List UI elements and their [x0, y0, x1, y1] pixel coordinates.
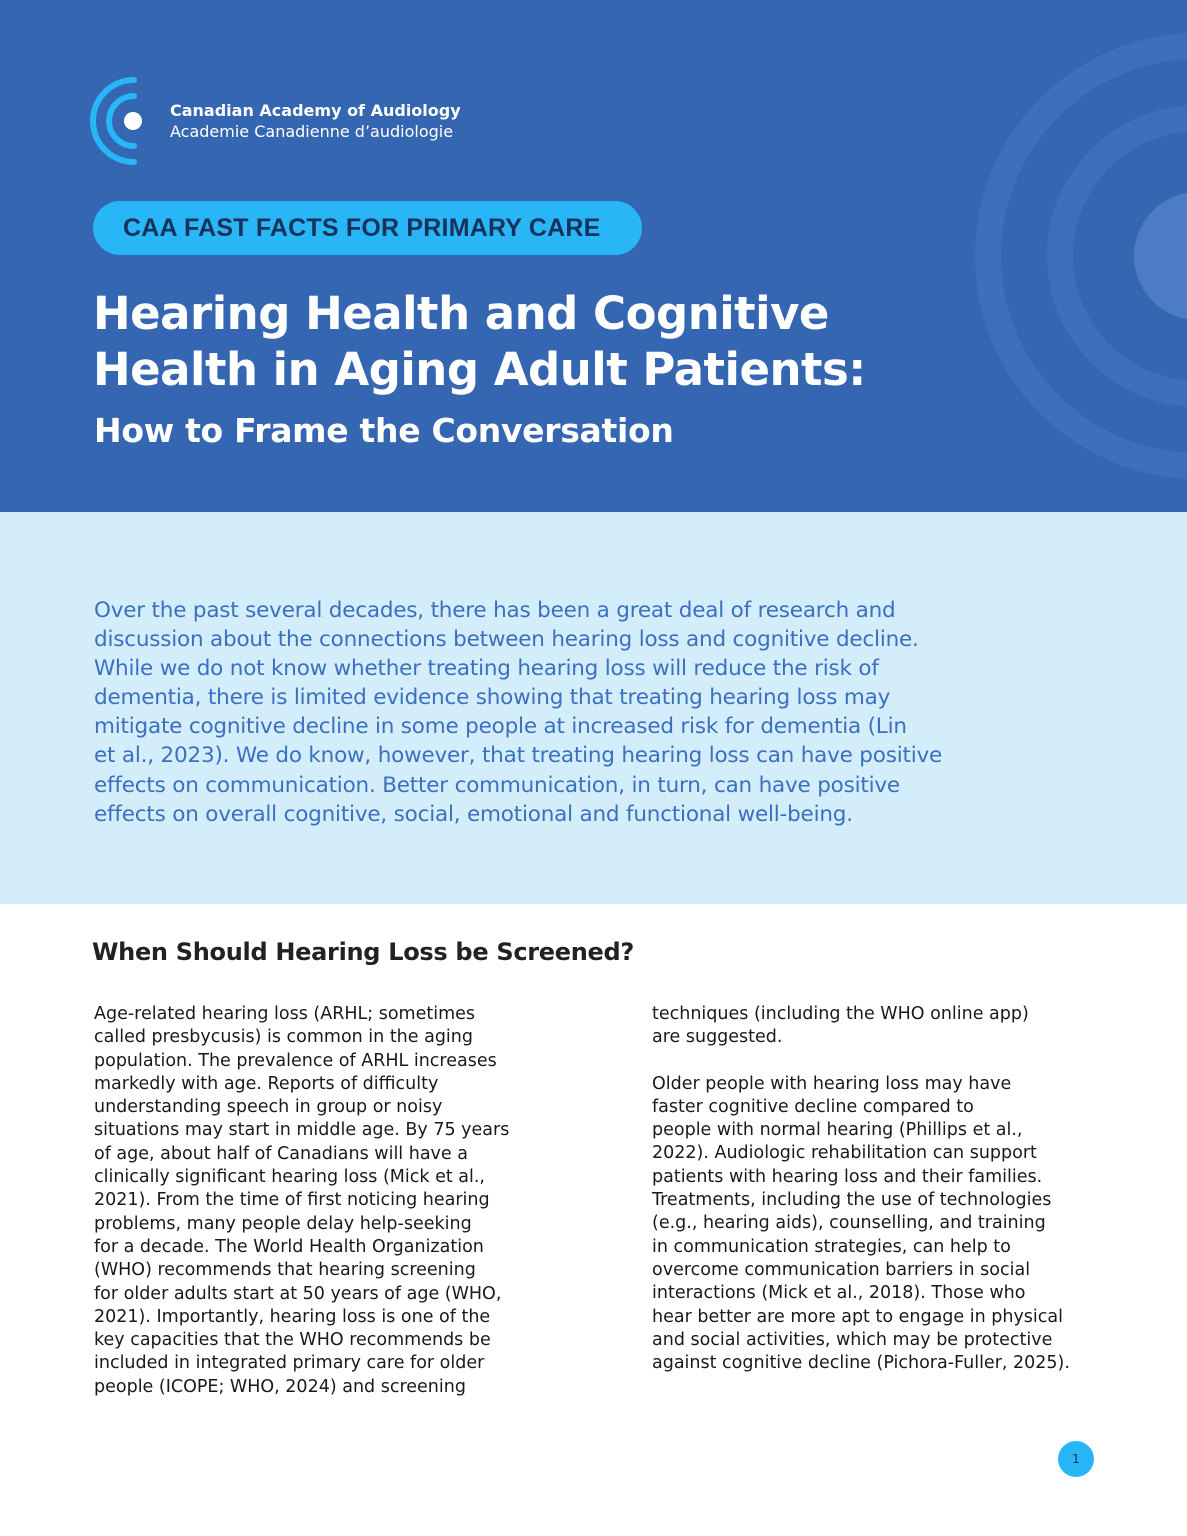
- organization-name: [170, 100, 461, 142]
- text-line: While we do not know whether treating hearing loss will reduce the risk of: [94, 656, 879, 682]
- text-line: interactions (Mick et al., 2018). Those who: [652, 1283, 1026, 1304]
- left-column: [94, 1003, 544, 1399]
- text-line: discussion about the connections between hearing loss and cognitive decline.: [94, 627, 919, 653]
- text-line: and social activities, which may be protective: [652, 1329, 1053, 1350]
- text-line: people with normal hearing (Phillips et al.,: [652, 1120, 1023, 1141]
- text-line: problems, many people delay help-seeking: [94, 1213, 472, 1234]
- text-line: effects on overall cognitive, social, emotional and functional well-being.: [94, 801, 853, 827]
- text-line: hear better are more apt to engage in physical: [652, 1306, 1063, 1327]
- header-banner: [0, 0, 1187, 512]
- page-number-badge: 1: [1058, 1441, 1094, 1477]
- caa-logo-icon: [86, 74, 150, 168]
- text-line: against cognitive decline (Pichora-Fuller, 2025).: [652, 1353, 1070, 1374]
- title-line: Hearing Health and Cognitive: [93, 287, 829, 340]
- text-line: situations may start in middle age. By 75 years: [94, 1120, 510, 1141]
- org-name-english: Canadian Academy of Audiology: [170, 101, 461, 120]
- text-line: effects on communication. Better communication, in turn, can have positive: [94, 772, 900, 798]
- text-line: for a decade. The World Health Organization: [94, 1236, 484, 1257]
- text-line: 2022). Audiologic rehabilitation can support: [652, 1143, 1037, 1164]
- text-line: 2021). From the time of first noticing hearing: [94, 1190, 490, 1211]
- title-line: Health in Aging Adult Patients:: [93, 343, 866, 396]
- text-line: (e.g., hearing aids), counselling, and training: [652, 1213, 1046, 1234]
- text-line: are suggested.: [652, 1027, 783, 1048]
- text-line: patients with hearing loss and their families.: [652, 1166, 1043, 1187]
- page-title: [93, 286, 993, 398]
- text-line: Treatments, including the use of technologies: [652, 1190, 1052, 1211]
- text-line: population. The prevalence of ARHL increases: [94, 1050, 497, 1071]
- text-line: understanding speech in group or noisy: [94, 1097, 443, 1118]
- text-line: clinically significant hearing loss (Mick et al.,: [94, 1167, 485, 1188]
- text-line: 2021). Importantly, hearing loss is one of the: [94, 1306, 491, 1327]
- text-line: (WHO) recommends that hearing screening: [94, 1260, 476, 1281]
- text-line: Older people with hearing loss may have: [652, 1073, 1012, 1094]
- section-heading: When Should Hearing Loss be Screened?: [92, 938, 635, 966]
- text-line: techniques (including the WHO online app): [652, 1004, 1029, 1024]
- text-line: for older adults start at 50 years of age (WHO,: [94, 1283, 502, 1304]
- org-name-french: Academie Canadienne d’audiologie: [170, 122, 454, 141]
- text-line: markedly with age. Reports of difficulty: [94, 1073, 439, 1094]
- text-line: mitigate cognitive decline in some people at increased risk for dementia (Lin: [94, 714, 907, 740]
- text-line: called presbycusis) is common in the aging: [94, 1027, 473, 1048]
- right-paragraph-2: [652, 1073, 1102, 1376]
- text-line: in communication strategies, can help to: [652, 1236, 1011, 1257]
- text-line: key capacities that the WHO recommends be: [94, 1330, 491, 1351]
- text-line: included in integrated primary care for older: [94, 1353, 485, 1374]
- text-line: of age, about half of Canadians will have a: [94, 1143, 468, 1164]
- right-column: [652, 1003, 1102, 1375]
- text-line: faster cognitive decline compared to: [652, 1096, 974, 1117]
- series-badge: CAA FAST FACTS FOR PRIMARY CARE: [93, 201, 642, 255]
- text-line: overcome communication barriers in social: [652, 1259, 1031, 1280]
- left-paragraph: [94, 1003, 544, 1399]
- text-line: people (ICOPE; WHO, 2024) and screening: [94, 1376, 466, 1397]
- text-line: Over the past several decades, there has been a great deal of research and: [94, 598, 896, 623]
- text-line: Age-related hearing loss (ARHL; sometimes: [94, 1004, 476, 1024]
- intro-paragraph: [94, 596, 1054, 829]
- page-subtitle: How to Frame the Conversation: [94, 411, 674, 450]
- text-line: dementia, there is limited evidence showing that treating hearing loss may: [94, 685, 891, 711]
- intro-panel: [0, 512, 1187, 904]
- right-paragraph-1: [652, 1003, 1102, 1050]
- text-line: et al., 2023). We do know, however, that treating hearing loss can have positive: [94, 743, 943, 769]
